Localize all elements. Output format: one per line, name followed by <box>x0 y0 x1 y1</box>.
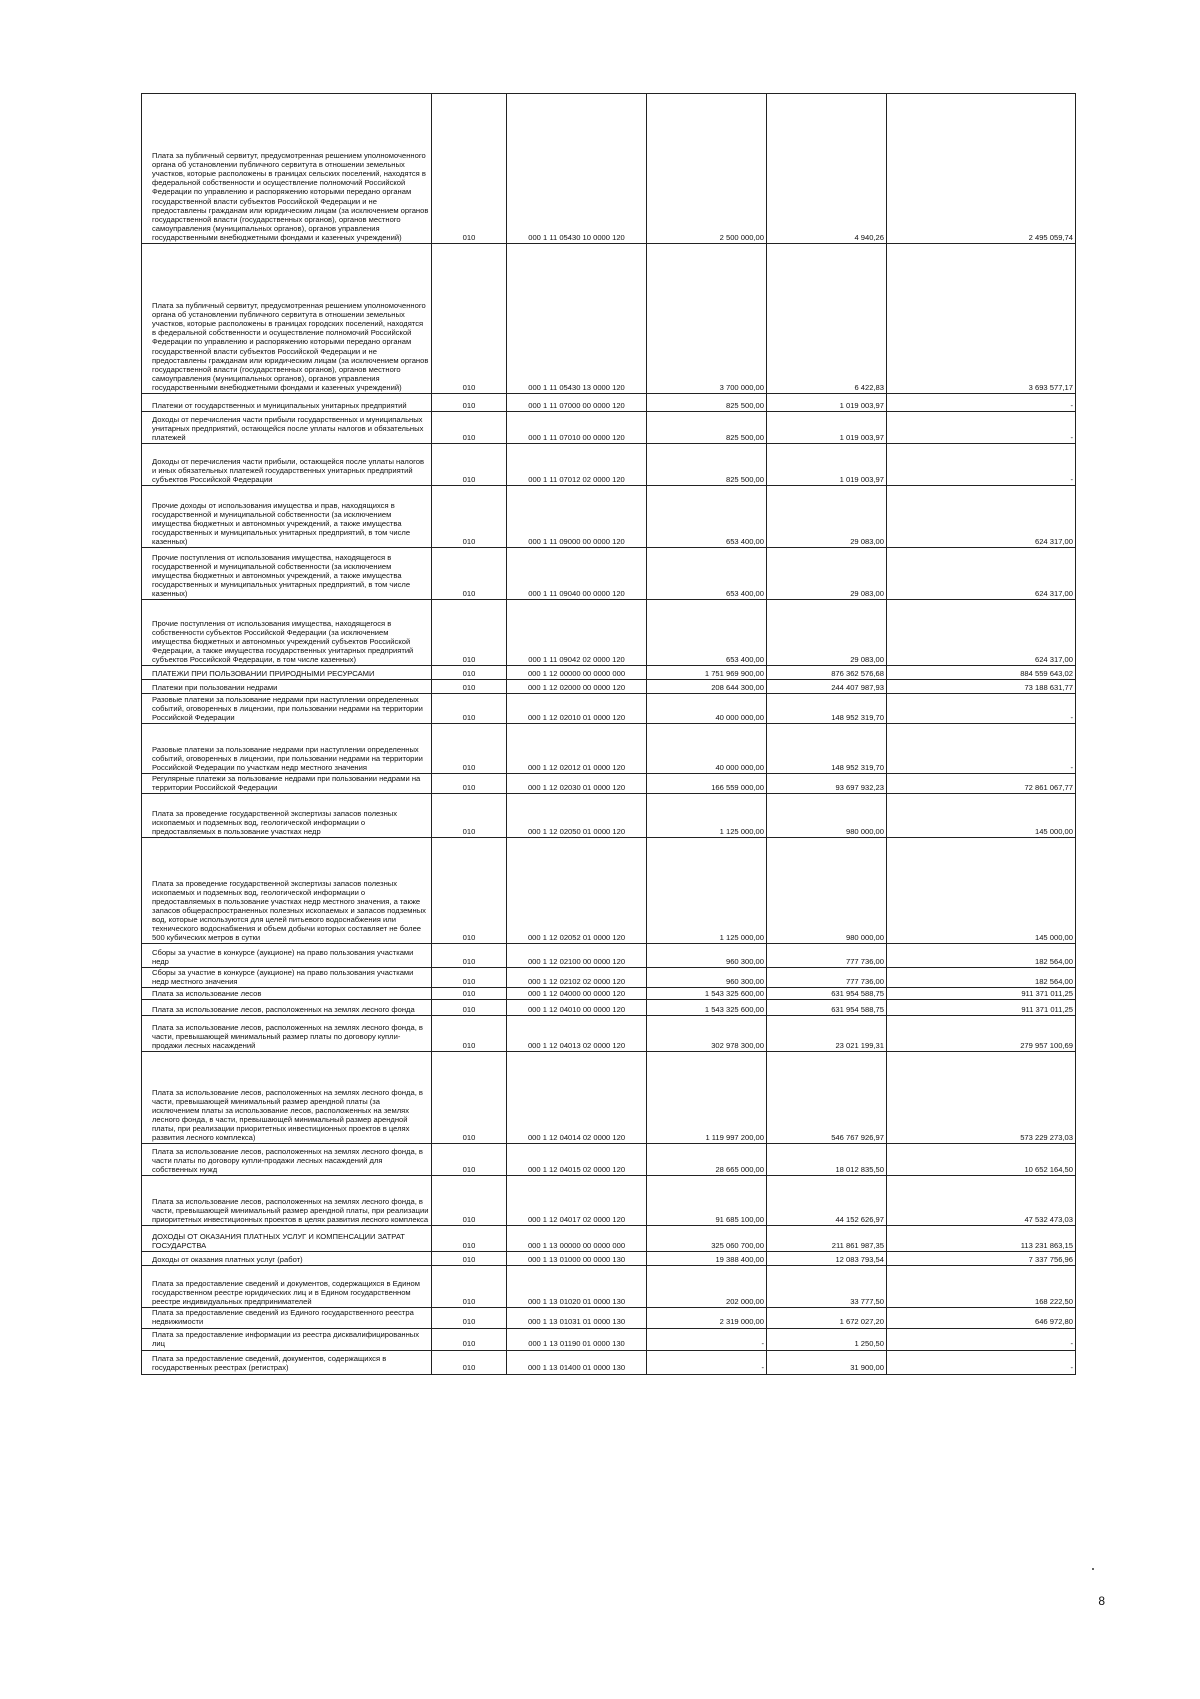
row-budget-code: 000 1 13 01400 01 0000 130 <box>507 1350 647 1374</box>
row-executed: 4 940,26 <box>767 94 887 244</box>
table-row <box>142 1266 1076 1308</box>
row-line-code: 010 <box>432 1328 507 1350</box>
row-executed: 93 697 932,23 <box>767 774 887 794</box>
table-row <box>142 600 1076 666</box>
row-line-code: 010 <box>432 444 507 486</box>
row-name: Доходы от оказания платных услуг (работ) <box>142 1252 432 1266</box>
row-unexecuted: 145 000,00 <box>887 838 1076 944</box>
table-row <box>142 1350 1076 1374</box>
table-row <box>142 1328 1076 1350</box>
row-approved: 91 685 100,00 <box>647 1176 767 1226</box>
row-executed: 33 777,50 <box>767 1266 887 1308</box>
row-approved: 653 400,00 <box>647 548 767 600</box>
row-budget-code: 000 1 12 02012 01 0000 120 <box>507 724 647 774</box>
row-unexecuted: 168 222,50 <box>887 1266 1076 1308</box>
row-approved: 325 060 700,00 <box>647 1226 767 1252</box>
row-approved: - <box>647 1350 767 1374</box>
row-approved: 825 500,00 <box>647 444 767 486</box>
table-row <box>142 444 1076 486</box>
row-line-code: 010 <box>432 988 507 1000</box>
row-line-code: 010 <box>432 944 507 968</box>
row-approved: 2 319 000,00 <box>647 1308 767 1328</box>
row-name: Разовые платежи за пользование недрами при наступлении определенных событий, оговоренных в лицензии, при пользовании недрами на территории Российской Федерации по участкам недр местного значения <box>142 724 432 774</box>
table-row <box>142 1176 1076 1226</box>
row-name: Доходы от перечисления части прибыли государственных и муниципальных унитарных предприятий, остающейся после уплаты налогов и обязательных платежей <box>142 412 432 444</box>
row-executed: 980 000,00 <box>767 794 887 838</box>
row-budget-code: 000 1 13 01031 01 0000 130 <box>507 1308 647 1328</box>
row-line-code: 010 <box>432 1350 507 1374</box>
row-line-code: 010 <box>432 1226 507 1252</box>
table-row <box>142 794 1076 838</box>
row-budget-code: 000 1 12 04013 02 0000 120 <box>507 1016 647 1052</box>
row-budget-code: 000 1 12 04017 02 0000 120 <box>507 1176 647 1226</box>
row-name: Платежи при пользовании недрами <box>142 680 432 694</box>
row-budget-code: 000 1 11 07012 02 0000 120 <box>507 444 647 486</box>
row-approved: 653 400,00 <box>647 486 767 548</box>
row-budget-code: 000 1 13 01000 00 0000 130 <box>507 1252 647 1266</box>
row-executed: 18 012 835,50 <box>767 1144 887 1176</box>
row-executed: 631 954 588,75 <box>767 1000 887 1016</box>
row-name: ПЛАТЕЖИ ПРИ ПОЛЬЗОВАНИИ ПРИРОДНЫМИ РЕСУРСАМИ <box>142 666 432 680</box>
row-unexecuted: - <box>887 694 1076 724</box>
row-unexecuted: 573 229 273,03 <box>887 1052 1076 1144</box>
row-approved: 960 300,00 <box>647 944 767 968</box>
row-budget-code: 000 1 11 05430 10 0000 120 <box>507 94 647 244</box>
row-approved: 1 119 997 200,00 <box>647 1052 767 1144</box>
row-line-code: 010 <box>432 680 507 694</box>
row-unexecuted: - <box>887 412 1076 444</box>
row-unexecuted: 279 957 100,69 <box>887 1016 1076 1052</box>
row-line-code: 010 <box>432 394 507 412</box>
row-executed: 23 021 199,31 <box>767 1016 887 1052</box>
row-unexecuted: 47 532 473,03 <box>887 1176 1076 1226</box>
row-name: Прочие доходы от использования имущества и прав, находящихся в государственной и муниципальной собственности (за исключением имущества бюджетных и автономных учреждений, а также имущества государственных и муниципальных унитарных предприятий, в том числе казенных) <box>142 486 432 548</box>
row-approved: 3 700 000,00 <box>647 244 767 394</box>
row-executed: 1 019 003,97 <box>767 444 887 486</box>
row-executed: 980 000,00 <box>767 838 887 944</box>
row-name: Плата за использование лесов, расположенных на землях лесного фонда, в части, превышающей минимальный размер арендной платы, при реализации приоритетных инвестиционных проектов в целях развития лесного комплекса <box>142 1176 432 1226</box>
row-unexecuted: 113 231 863,15 <box>887 1226 1076 1252</box>
row-approved: 1 543 325 600,00 <box>647 988 767 1000</box>
row-unexecuted: 182 564,00 <box>887 944 1076 968</box>
income-table <box>141 93 1076 1375</box>
row-budget-code: 000 1 11 09000 00 0000 120 <box>507 486 647 548</box>
table-row <box>142 774 1076 794</box>
scan-artifact <box>1092 1568 1094 1570</box>
row-executed: 29 083,00 <box>767 548 887 600</box>
row-approved: 960 300,00 <box>647 968 767 988</box>
row-executed: 1 019 003,97 <box>767 412 887 444</box>
row-line-code: 010 <box>432 548 507 600</box>
row-line-code: 010 <box>432 1266 507 1308</box>
row-budget-code: 000 1 13 00000 00 0000 000 <box>507 1226 647 1252</box>
page-number: 8 <box>1098 1594 1105 1608</box>
row-approved: 1 125 000,00 <box>647 794 767 838</box>
row-line-code: 010 <box>432 838 507 944</box>
row-approved: 1 751 969 900,00 <box>647 666 767 680</box>
row-line-code: 010 <box>432 1176 507 1226</box>
row-executed: 211 861 987,35 <box>767 1226 887 1252</box>
row-unexecuted: 182 564,00 <box>887 968 1076 988</box>
row-line-code: 010 <box>432 486 507 548</box>
row-budget-code: 000 1 12 02100 00 0000 120 <box>507 944 647 968</box>
row-unexecuted: 2 495 059,74 <box>887 94 1076 244</box>
table-row <box>142 724 1076 774</box>
budget-report-page <box>141 93 1075 1375</box>
row-name: Плата за публичный сервитут, предусмотренная решением уполномоченного органа об установлении публичного сервитута в отношении земельных участков, которые расположены в границах городских поселений, находятся в федеральной собственности и осуществление полномочий Российской Федерации по управлению и распоряжению которыми передано органам государственной власти субъектов Российской Федерации и не предоставлены гражданам или юридическим лицам (за исключением органов государственной власти (государственных органов), органов местного самоуправления (муниципальных органов), органов управления государственными внебюджетными фондами и казенных учреждений) <box>142 244 432 394</box>
row-executed: 12 083 793,54 <box>767 1252 887 1266</box>
row-name: Плата за проведение государственной экспертизы запасов полезных ископаемых и подземных вод, геологической информации о предоставляемых в пользование участках недр местного значения, а также запасов общераспространенных полезных ископаемых и запасов подземных вод, которые используются для целей питьевого водоснабжения или технического водоснабжения и объем добычи которых составляет не более 500 кубических метров в сутки <box>142 838 432 944</box>
table-row <box>142 680 1076 694</box>
row-line-code: 010 <box>432 666 507 680</box>
row-budget-code: 000 1 12 00000 00 0000 000 <box>507 666 647 680</box>
row-budget-code: 000 1 13 01190 01 0000 130 <box>507 1328 647 1350</box>
row-unexecuted: 624 317,00 <box>887 548 1076 600</box>
row-line-code: 010 <box>432 1052 507 1144</box>
row-approved: 2 500 000,00 <box>647 94 767 244</box>
row-budget-code: 000 1 11 07010 00 0000 120 <box>507 412 647 444</box>
row-name: Прочие поступления от использования имущества, находящегося в государственной и муниципальной собственности (за исключением имущества бюджетных и автономных учреждений, а также имущества государственных и муниципальных унитарных предприятий, в том числе казенных) <box>142 548 432 600</box>
table-row <box>142 944 1076 968</box>
row-unexecuted: 911 371 011,25 <box>887 1000 1076 1016</box>
row-executed: 777 736,00 <box>767 968 887 988</box>
row-unexecuted: 145 000,00 <box>887 794 1076 838</box>
row-name: Плата за использование лесов, расположенных на землях лесного фонда, в части, превышающей минимальный размер арендной платы (за исключением платы за использование лесов, расположенных на землях лесного фонда, в части, превышающей минимальный размер арендной платы, при реализации приоритетных инвестиционных проектов в целях развития лесного комплекса) <box>142 1052 432 1144</box>
row-name: Плата за предоставление сведений из Единого государственного реестра недвижимости <box>142 1308 432 1328</box>
row-line-code: 010 <box>432 600 507 666</box>
row-budget-code: 000 1 12 02000 00 0000 120 <box>507 680 647 694</box>
row-executed: 31 900,00 <box>767 1350 887 1374</box>
row-budget-code: 000 1 12 02052 01 0000 120 <box>507 838 647 944</box>
row-executed: 44 152 626,97 <box>767 1176 887 1226</box>
row-approved: 28 665 000,00 <box>647 1144 767 1176</box>
table-row <box>142 988 1076 1000</box>
row-budget-code: 000 1 11 09042 02 0000 120 <box>507 600 647 666</box>
row-unexecuted: - <box>887 1328 1076 1350</box>
row-approved: - <box>647 1328 767 1350</box>
table-row <box>142 1226 1076 1252</box>
row-name: Доходы от перечисления части прибыли, остающейся после уплаты налогов и иных обязательных платежей государственных унитарных предприятий субъектов Российской Федерации <box>142 444 432 486</box>
row-line-code: 010 <box>432 1308 507 1328</box>
row-approved: 825 500,00 <box>647 394 767 412</box>
table-row <box>142 1052 1076 1144</box>
row-name: Сборы за участие в конкурсе (аукционе) на право пользования участками недр <box>142 944 432 968</box>
row-executed: 1 250,50 <box>767 1328 887 1350</box>
table-row <box>142 694 1076 724</box>
row-line-code: 010 <box>432 968 507 988</box>
row-unexecuted: - <box>887 724 1076 774</box>
row-budget-code: 000 1 13 01020 01 0000 130 <box>507 1266 647 1308</box>
row-name: Плата за использование лесов, расположенных на землях лесного фонда <box>142 1000 432 1016</box>
row-unexecuted: 624 317,00 <box>887 600 1076 666</box>
row-budget-code: 000 1 11 05430 13 0000 120 <box>507 244 647 394</box>
table-row <box>142 666 1076 680</box>
row-line-code: 010 <box>432 1016 507 1052</box>
row-unexecuted: 646 972,80 <box>887 1308 1076 1328</box>
row-approved: 19 388 400,00 <box>647 1252 767 1266</box>
row-budget-code: 000 1 12 04014 02 0000 120 <box>507 1052 647 1144</box>
row-name: Плата за проведение государственной экспертизы запасов полезных ископаемых и подземных вод, геологической информации о предоставляемых в пользование участках недр <box>142 794 432 838</box>
table-row <box>142 394 1076 412</box>
row-approved: 208 644 300,00 <box>647 680 767 694</box>
row-executed: 876 362 576,68 <box>767 666 887 680</box>
table-row <box>142 1000 1076 1016</box>
row-budget-code: 000 1 12 02050 01 0000 120 <box>507 794 647 838</box>
row-approved: 202 000,00 <box>647 1266 767 1308</box>
row-approved: 166 559 000,00 <box>647 774 767 794</box>
row-name: Разовые платежи за пользование недрами при наступлении определенных событий, оговоренных в лицензии, при пользовании недрами на территории Российской Федерации <box>142 694 432 724</box>
row-approved: 40 000 000,00 <box>647 724 767 774</box>
row-unexecuted: - <box>887 394 1076 412</box>
row-unexecuted: 624 317,00 <box>887 486 1076 548</box>
row-name: Плата за использование лесов <box>142 988 432 1000</box>
row-line-code: 010 <box>432 1000 507 1016</box>
row-name: Плата за предоставление сведений, документов, содержащихся в государственных реестрах (регистрах) <box>142 1350 432 1374</box>
row-approved: 40 000 000,00 <box>647 694 767 724</box>
row-unexecuted: 3 693 577,17 <box>887 244 1076 394</box>
table-row <box>142 1016 1076 1052</box>
row-budget-code: 000 1 11 07000 00 0000 120 <box>507 394 647 412</box>
row-approved: 653 400,00 <box>647 600 767 666</box>
row-name: Платежи от государственных и муниципальных унитарных предприятий <box>142 394 432 412</box>
table-body <box>142 94 1076 1375</box>
row-line-code: 010 <box>432 412 507 444</box>
row-unexecuted: 911 371 011,25 <box>887 988 1076 1000</box>
row-name: Плата за публичный сервитут, предусмотренная решением уполномоченного органа об установлении публичного сервитута в отношении земельных участков, которые расположены в границах сельских поселений, находятся в федеральной собственности и осуществление полномочий Российской Федерации по управлению и распоряжению которыми передано органам государственной власти субъектов Российской Федерации и не предоставлены гражданам или юридическим лицам (за исключением органов государственной власти (государственных органов), органов местного самоуправления (муниципальных органов), органов управления государственными внебюджетными фондами и казенных учреждений) <box>142 94 432 244</box>
table-row <box>142 548 1076 600</box>
row-name: Плата за предоставление информации из реестра дисквалифицированных лиц <box>142 1328 432 1350</box>
row-line-code: 010 <box>432 724 507 774</box>
row-approved: 302 978 300,00 <box>647 1016 767 1052</box>
table-row <box>142 244 1076 394</box>
row-line-code: 010 <box>432 694 507 724</box>
row-approved: 825 500,00 <box>647 412 767 444</box>
row-unexecuted: 7 337 756,96 <box>887 1252 1076 1266</box>
table-row <box>142 838 1076 944</box>
row-executed: 777 736,00 <box>767 944 887 968</box>
table-row <box>142 1308 1076 1328</box>
row-line-code: 010 <box>432 94 507 244</box>
row-name: Прочие поступления от использования имущества, находящегося в собственности субъектов Российской Федерации (за исключением имущества бюджетных и автономных учреждений субъектов Российской Федерации, а также имущества государственных унитарных предприятий субъектов Российской Федерации, в том числе казенных) <box>142 600 432 666</box>
row-name: Регулярные платежи за пользование недрами при пользовании недрами на территории Российской Федерации <box>142 774 432 794</box>
row-unexecuted: - <box>887 444 1076 486</box>
row-line-code: 010 <box>432 244 507 394</box>
table-row <box>142 486 1076 548</box>
row-executed: 29 083,00 <box>767 600 887 666</box>
table-row <box>142 412 1076 444</box>
row-budget-code: 000 1 12 02010 01 0000 120 <box>507 694 647 724</box>
row-unexecuted: - <box>887 1350 1076 1374</box>
row-name: Плата за предоставление сведений и документов, содержащихся в Едином государственном реестре юридических лиц и в Едином государственном реестре индивидуальных предпринимателей <box>142 1266 432 1308</box>
row-executed: 1 019 003,97 <box>767 394 887 412</box>
row-budget-code: 000 1 12 04000 00 0000 120 <box>507 988 647 1000</box>
row-approved: 1 543 325 600,00 <box>647 1000 767 1016</box>
table-row <box>142 1144 1076 1176</box>
row-budget-code: 000 1 12 04010 00 0000 120 <box>507 1000 647 1016</box>
row-name: ДОХОДЫ ОТ ОКАЗАНИЯ ПЛАТНЫХ УСЛУГ И КОМПЕНСАЦИИ ЗАТРАТ ГОСУДАРСТВА <box>142 1226 432 1252</box>
row-line-code: 010 <box>432 794 507 838</box>
row-executed: 631 954 588,75 <box>767 988 887 1000</box>
row-approved: 1 125 000,00 <box>647 838 767 944</box>
row-unexecuted: 10 652 164,50 <box>887 1144 1076 1176</box>
row-executed: 148 952 319,70 <box>767 724 887 774</box>
row-executed: 6 422,83 <box>767 244 887 394</box>
row-name: Плата за использование лесов, расположенных на землях лесного фонда, в части, превышающей минимальный размер платы по договору купли-продажи лесных насаждений <box>142 1016 432 1052</box>
table-row <box>142 1252 1076 1266</box>
table-row <box>142 94 1076 244</box>
row-budget-code: 000 1 11 09040 00 0000 120 <box>507 548 647 600</box>
row-executed: 244 407 987,93 <box>767 680 887 694</box>
row-line-code: 010 <box>432 1252 507 1266</box>
row-budget-code: 000 1 12 02030 01 0000 120 <box>507 774 647 794</box>
row-budget-code: 000 1 12 02102 02 0000 120 <box>507 968 647 988</box>
row-executed: 148 952 319,70 <box>767 694 887 724</box>
row-executed: 1 672 027,20 <box>767 1308 887 1328</box>
row-budget-code: 000 1 12 04015 02 0000 120 <box>507 1144 647 1176</box>
row-executed: 29 083,00 <box>767 486 887 548</box>
row-unexecuted: 884 559 643,02 <box>887 666 1076 680</box>
row-unexecuted: 73 188 631,77 <box>887 680 1076 694</box>
row-unexecuted: 72 861 067,77 <box>887 774 1076 794</box>
row-executed: 546 767 926,97 <box>767 1052 887 1144</box>
row-line-code: 010 <box>432 774 507 794</box>
row-line-code: 010 <box>432 1144 507 1176</box>
row-name: Плата за использование лесов, расположенных на землях лесного фонда, в части платы по договору купли-продажи лесных насаждений для собственных нужд <box>142 1144 432 1176</box>
row-name: Сборы за участие в конкурсе (аукционе) на право пользования участками недр местного значения <box>142 968 432 988</box>
table-row <box>142 968 1076 988</box>
